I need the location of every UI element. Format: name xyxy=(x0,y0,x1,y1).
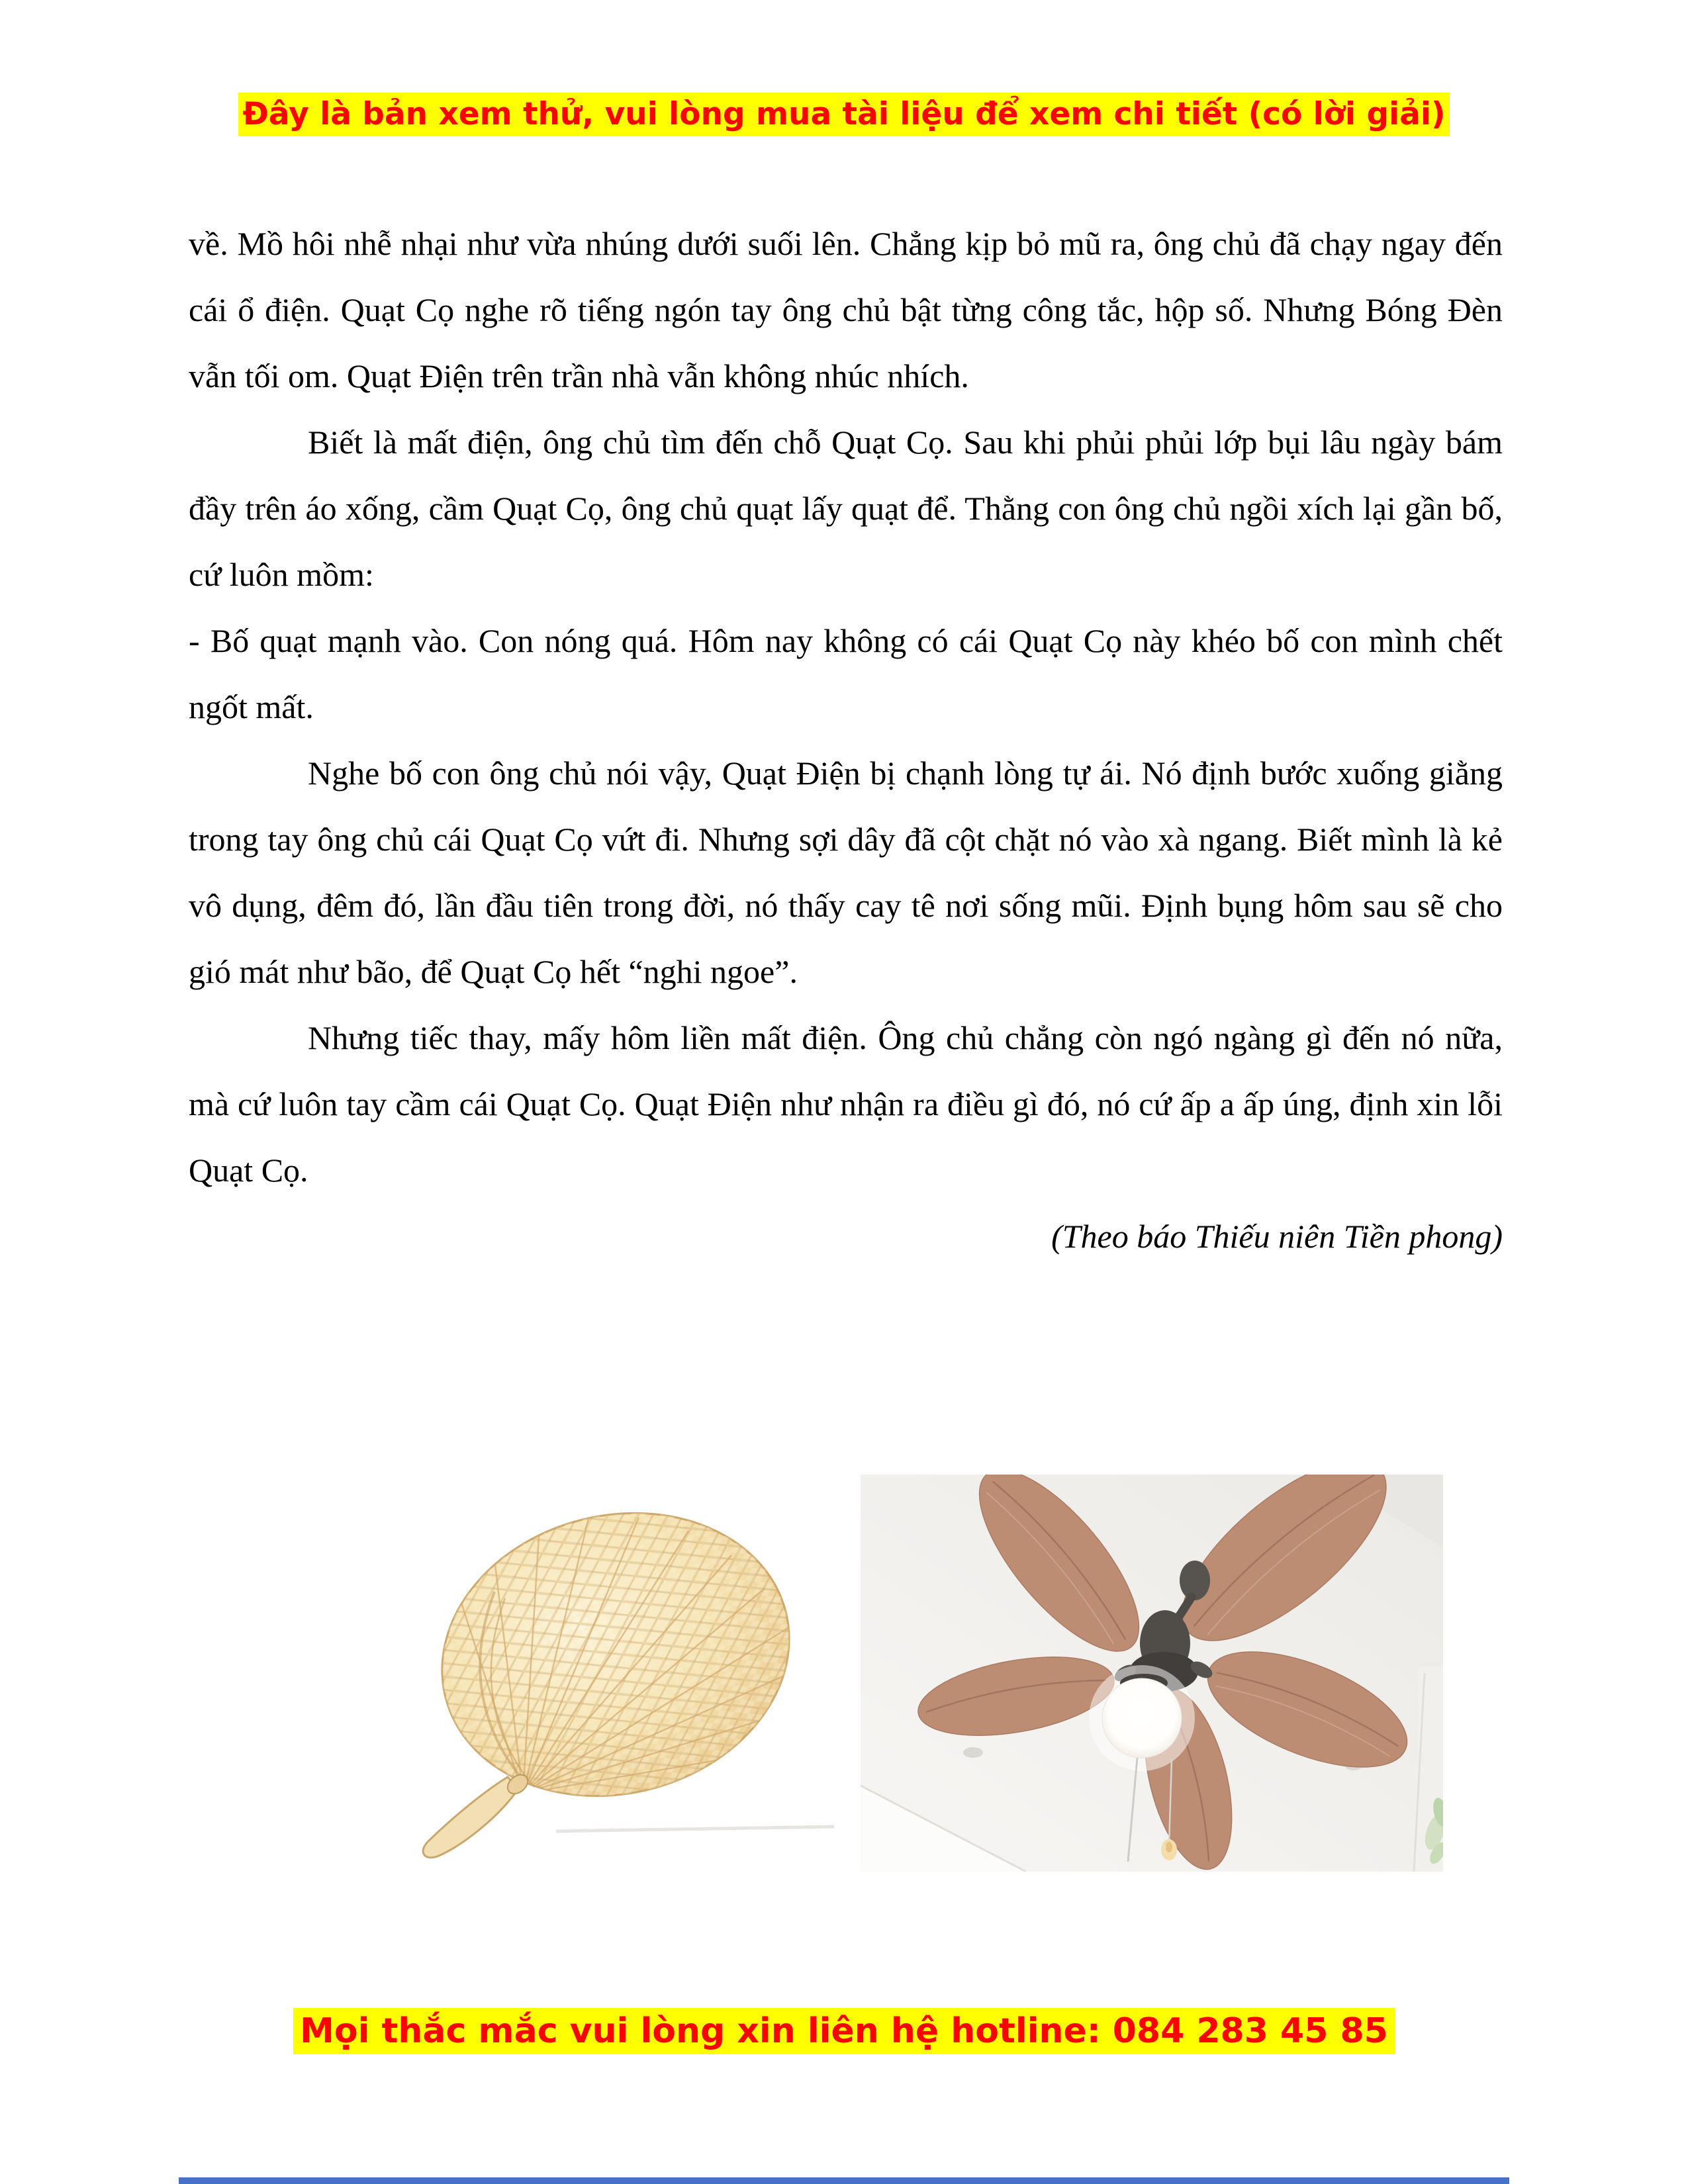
palm-fan-illustration xyxy=(361,1492,834,1860)
ceiling-fan-illustration xyxy=(861,1475,1443,1872)
page-bottom-rule xyxy=(179,2177,1509,2184)
hotline-banner xyxy=(0,2008,1688,2054)
source-attribution: (Theo báo Thiếu niên Tiền phong) xyxy=(1051,1218,1503,1255)
ceiling-fan-image xyxy=(861,1475,1443,1872)
palm-fan-image xyxy=(361,1492,834,1860)
story-paragraph: Nhưng tiếc thay, mấy hôm liền mất điện. Ông chủ chẳng còn ngó ngàng gì đến nó nữa, mà cứ luôn tay cầm cái Quạt Cọ. Quạt Điện như nhận ra điều gì đó, nó cứ ấp a ấp úng, định xin lỗi Quạt Cọ. xyxy=(189,1019,1503,1189)
story-paragraph: về. Mồ hôi nhễ nhại như vừa nhúng dưới suối lên. Chẳng kịp bỏ mũ ra, ông chủ đã chạy ngay đến cái ổ điện. Quạt Cọ nghe rõ tiếng ngón tay ông chủ bật từng công tắc, hộp số. Nhưng Bóng Đèn vẫn tối om. Quạt Điện trên trần nhà vẫn không nhúc nhích. xyxy=(189,225,1503,394)
preview-notice-text: Đây là bản xem thử, vui lòng mua tài liệu để xem chi tiết (có lời giải) xyxy=(238,93,1449,136)
story-paragraph: Biết là mất điện, ông chủ tìm đến chỗ Quạt Cọ. Sau khi phủi phủi lớp bụi lâu ngày bám đầy trên áo xống, cầm Quạt Cọ, ông chủ quạt lấy quạt để. Thằng con ông chủ ngồi xích lại gần bố, cứ luôn mồm: xyxy=(189,424,1503,593)
preview-notice-banner xyxy=(0,93,1688,136)
story-paragraph: Nghe bố con ông chủ nói vậy, Quạt Điện bị chạnh lòng tự ái. Nó định bước xuống giằng trong tay ông chủ cái Quạt Cọ vứt đi. Nhưng sợi dây đã cột chặt nó vào xà ngang. Biết mình là kẻ vô dụng, đêm đó, lần đầu tiên trong đời, nó thấy cay tê nơi sống mũi. Định bụng hôm sau sẽ cho gió mát như bão, để Quạt Cọ hết “nghi ngoe”. xyxy=(189,754,1503,990)
story-dialogue-line: - Bố quạt mạnh vào. Con nóng quá. Hôm nay không có cái Quạt Cọ này khéo bố con mình chết ngốt mất. xyxy=(189,622,1503,725)
story-text-block xyxy=(189,210,1503,1269)
hotline-text: Mọi thắc mắc vui lòng xin liên hệ hotline: 084 283 45 85 xyxy=(293,2008,1395,2054)
